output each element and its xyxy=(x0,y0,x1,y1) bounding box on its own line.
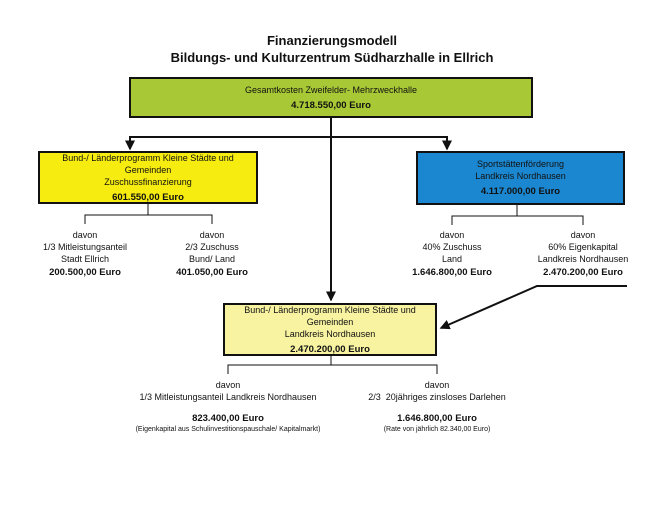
breakdown-amount: 823.400,00 Euro xyxy=(192,413,264,424)
district-program-line2: Landkreis Nordhausen xyxy=(284,328,376,339)
breakdown-note: (Eigenkapital aus Schulinvestitionspauschale/ Kapitalmarkt) xyxy=(135,426,321,433)
breakdown-amount: 1.646.800,00 Euro xyxy=(397,413,477,424)
breakdown-amount: 1.646.800,00 Euro xyxy=(412,267,492,278)
breakdown-line: 1/3 Mitleistungsanteil xyxy=(42,242,128,252)
breakdown-line: Landkreis Nordhausen xyxy=(537,254,629,264)
district-program-amount: 2.470.200,00 Euro xyxy=(290,343,370,355)
box-sport-funding xyxy=(416,151,625,205)
breakdown-amount: 200.500,00 Euro xyxy=(49,267,121,278)
total-costs-label: Gesamtkosten Zweifelder- Mehrzweckhalle xyxy=(244,84,418,95)
breakdown-line: 60% Eigenkapital xyxy=(548,242,618,252)
breakdown-line: Stadt Ellrich xyxy=(60,254,110,264)
program-funding-amount: 601.550,00 Euro xyxy=(112,191,184,203)
breakdown-amount: 401.050,00 Euro xyxy=(176,267,248,278)
box-district-program xyxy=(223,303,437,356)
breakdown-district-left xyxy=(136,379,321,434)
breakdown-line: 1/3 Mitleistungsanteil Landkreis Nordhausen xyxy=(139,392,317,402)
davon-label: davon xyxy=(199,230,225,240)
breakdown-amount: 2.470.200,00 Euro xyxy=(543,267,623,278)
diagram-title xyxy=(0,33,664,66)
davon-label: davon xyxy=(439,230,465,240)
davon-label: davon xyxy=(215,380,241,390)
connector-program-breakdown xyxy=(85,204,212,224)
sport-funding-line1: Sportstättenförderung xyxy=(476,159,565,169)
program-funding-line1: Bund-/ Länderprogramm Kleine Städte und Gemeinden xyxy=(62,152,234,175)
breakdown-district-right xyxy=(368,379,506,434)
connector-eigenkapital-to-district xyxy=(441,286,627,328)
davon-label: davon xyxy=(570,230,596,240)
breakdown-sport-right xyxy=(538,229,629,279)
breakdown-sport-left xyxy=(412,229,492,279)
total-costs-amount: 4.718.550,00 Euro xyxy=(291,99,371,111)
breakdown-line: 2/3 Zuschuss xyxy=(185,242,239,252)
breakdown-line: Land xyxy=(441,254,463,264)
breakdown-line: 40% Zuschuss xyxy=(422,242,482,252)
breakdown-program-right xyxy=(176,229,248,279)
breakdown-note: (Rate von jährlich 82.340,00 Euro) xyxy=(383,426,491,433)
connector-sport-breakdown xyxy=(452,205,583,225)
connector-total-to-left-right xyxy=(130,137,447,149)
box-program-funding xyxy=(38,151,258,204)
breakdown-program-left xyxy=(43,229,127,279)
sport-funding-line2: Landkreis Nordhausen xyxy=(475,171,566,181)
davon-label: davon xyxy=(424,380,450,390)
breakdown-line: 2/3 20jähriges zinsloses Darlehen xyxy=(368,392,506,402)
breakdown-line: Bund/ Land xyxy=(188,254,236,264)
title-line1: Finanzierungsmodell xyxy=(266,33,397,48)
program-funding-line2: Zuschussfinanzierung xyxy=(104,176,192,187)
box-total-costs xyxy=(129,77,533,118)
connector-district-breakdown xyxy=(228,356,437,374)
title-line2: Bildungs- und Kulturzentrum Südharzhalle in Ellrich xyxy=(170,50,494,65)
sport-funding-amount: 4.117.000,00 Euro xyxy=(480,186,561,197)
davon-label: davon xyxy=(72,230,98,240)
district-program-line1: Bund-/ Länderprogramm Kleine Städte und Gemeinden xyxy=(244,304,416,327)
